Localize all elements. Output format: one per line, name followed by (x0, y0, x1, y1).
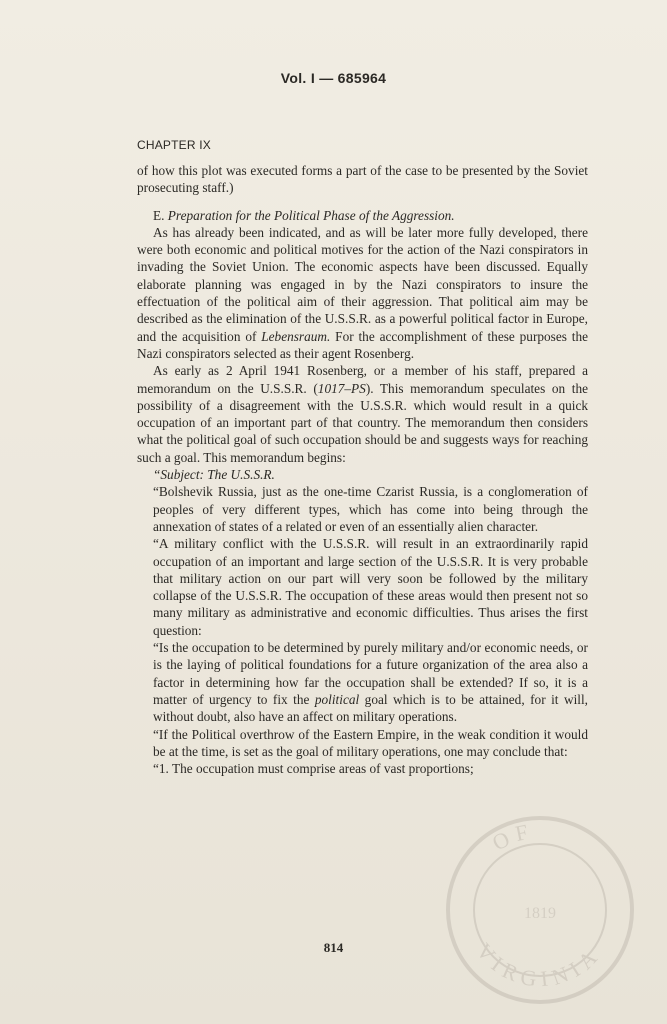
quote-paragraph: “A military conflict with the U.S.S.R. will result in an extraordinarily rapid occupation of an important and large section of the U.S.S.R. It is very probable that military action on our part will very soon be followed by the military collapse of the U.S.S.R. The occupation of these areas would then present not so many military as administrative and economic difficulties. Thus arises the first question: (153, 536, 588, 638)
quote-paragraph: “If the Political overthrow of the Eastern Empire, in the weak condition it would be at the time, is set as the goal of military operations, one may conclude that: (153, 726, 588, 759)
quote-italic: political (314, 691, 360, 707)
paragraph (137, 224, 588, 362)
quote-text: goal which is to be attained, for it will, without doubt, also have an affect on military operations. (153, 691, 588, 725)
paragraph-text: For the accomplishment of these purposes the Nazi conspirators selected as their agent Rosenberg. (137, 328, 589, 361)
quote-subject-text: “Subject: The U.S.S.R. (153, 467, 275, 483)
paragraph-text: ). This memorandum speculates on the possibility of a disagreement with the U.S.S.R. which would result in a quick occupation of an important part of that country. The memorandum then considers what the political goal of such occupation should be and suggests ways for reaching such a goal. This memorandum begins: (137, 380, 589, 465)
section-heading-label: E. (153, 207, 165, 223)
paragraph-text: As has already been indicated, and as will be later more fully developed, there were both economic and political motives for the action of the Nazi conspirators in invading the Soviet Union. The economic aspects have been discussed. Equally elaborate planning was engaged in by the Nazi conspirators to insure the effectuation of the political aim of their aggression. That political aim may be described as the elimination of the U.S.S.R. as a powerful political factor in Europe, and the acquisition of (137, 224, 588, 344)
library-seal-watermark (440, 810, 640, 1010)
chapter-label: CHAPTER IX (137, 138, 212, 152)
section-heading (137, 207, 588, 224)
paragraph-italic: 1017–PS (317, 380, 366, 396)
page-number: 814 (323, 940, 344, 955)
seal-text-bottom: VIRGINIA (471, 938, 606, 992)
quote-text: “Is the occupation to be determined by purely military and/or economic needs, or is the laying of political foundations for a future organization of the area also a factor in determining how far the occupation shall be extended? If so, it is a matter of urgency to fix the (153, 640, 588, 707)
seal-text-top: OF (488, 817, 536, 856)
paragraph-text: As early as 2 April 1941 Rosenberg, or a member of his staff, prepared a memorandum on the U.S.S.R. ( (137, 363, 588, 396)
quote-paragraph: “Bolshevik Russia, just as the one-time Czarist Russia, is a conglomeration of peoples of very different types, which has come into being through the annexation of states of a related or even of an essentially alien character. (153, 484, 588, 534)
body-text (137, 162, 588, 777)
running-head: Vol. I — 685964 (280, 70, 387, 86)
seal-year: 1819 (524, 905, 556, 922)
paragraph-continuation: of how this plot was executed forms a part of the case to be presented by the Soviet prosecuting staff.) (137, 163, 588, 196)
section-heading-title: Preparation for the Political Phase of the Aggression. (167, 207, 455, 223)
quote-subject (137, 466, 588, 483)
paragraph (137, 362, 588, 466)
quote-paragraph: “1. The occupation must comprise areas of vast proportions; (153, 761, 474, 777)
svg-text:VIRGINIA (471, 938, 606, 992)
paragraph-italic: Lebensraum. (261, 328, 331, 344)
quote-paragraph (137, 639, 588, 725)
